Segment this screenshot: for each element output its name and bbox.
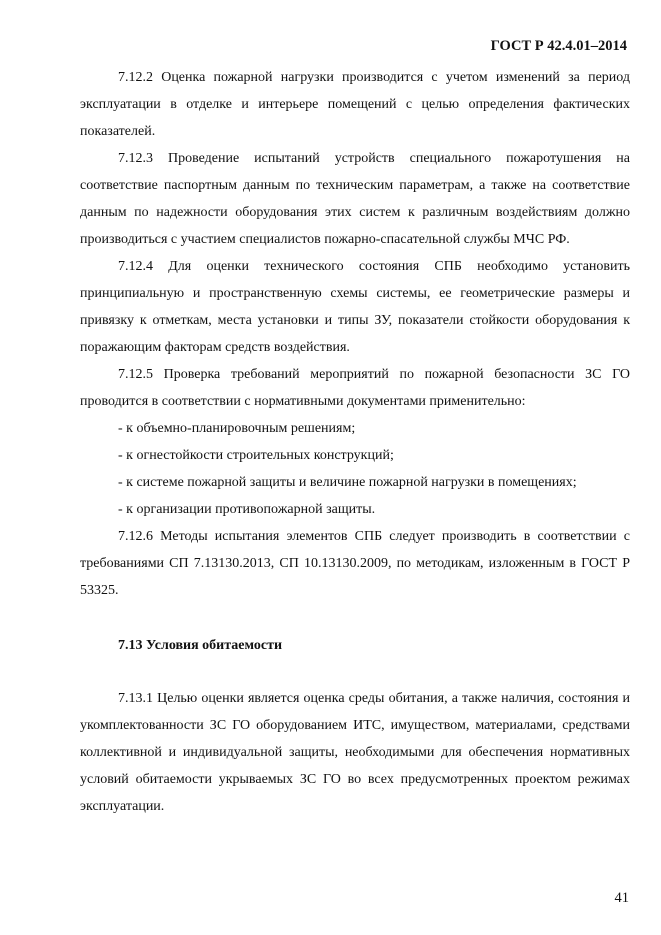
- paragraph-7-12-4: 7.12.4 Для оценки технического состояния СПБ необходимо установить принципиальную и пространственную схемы системы, ее геометрические размеры и привязку к отметкам, места установки и типы ЗУ, показатели стойкости оборудования к поражающим факторам средств воздействия.: [80, 259, 630, 355]
- paragraph-7-13-1: 7.13.1 Целью оценки является оценка среды обитания, а также наличия, состояния и укомплектованности ЗС ГО оборудованием ИТС, имуществом, материалами, средствами коллективной и индивидуальной защиты, необходимыми для обеспечения нормативных условий обитаемости укрываемых ЗС ГО во всех предусмотренных проектом режимах эксплуатации.: [80, 691, 630, 814]
- paragraph-7-12-2: 7.12.2 Оценка пожарной нагрузки производится с учетом изменений за период эксплуатации в отделке и интерьере помещений с целью определения фактических показателей.: [80, 70, 630, 139]
- paragraph-7-12-5: 7.12.5 Проверка требований мероприятий по пожарной безопасности ЗС ГО проводится в соответствии с нормативными документами применительно:: [80, 367, 630, 409]
- spacer: [80, 604, 630, 632]
- page-number: 41: [614, 890, 629, 906]
- paragraph-7-12-3: 7.12.3 Проведение испытаний устройств специального пожаротушения на соответствие паспортным данным по техническим параметрам, а также на соответствие данным по надежности оборудования этих систем к различным воздействиям должно производиться с участием специалистов пожарно-спасательной службы МЧС РФ.: [80, 151, 630, 247]
- list-item: - к системе пожарной защиты и величине пожарной нагрузки в помещениях;: [118, 475, 577, 490]
- list-item: - к организации противопожарной защиты.: [118, 502, 376, 517]
- section-title: 7.13 Условия обитаемости: [118, 638, 283, 653]
- list-item: - к объемно-планировочным решениям;: [118, 421, 356, 436]
- document-code-header: ГОСТ Р 42.4.01–2014: [490, 38, 627, 54]
- paragraph-7-12-6: 7.12.6 Методы испытания элементов СПБ следует производить в соответствии с требованиями СП 7.13130.2013, СП 10.13130.2009, по методикам, изложенным в ГОСТ Р 53325.: [80, 529, 630, 598]
- page-content: [80, 64, 630, 820]
- spacer: [80, 659, 630, 685]
- list-item: - к огнестойкости строительных конструкций;: [118, 448, 394, 463]
